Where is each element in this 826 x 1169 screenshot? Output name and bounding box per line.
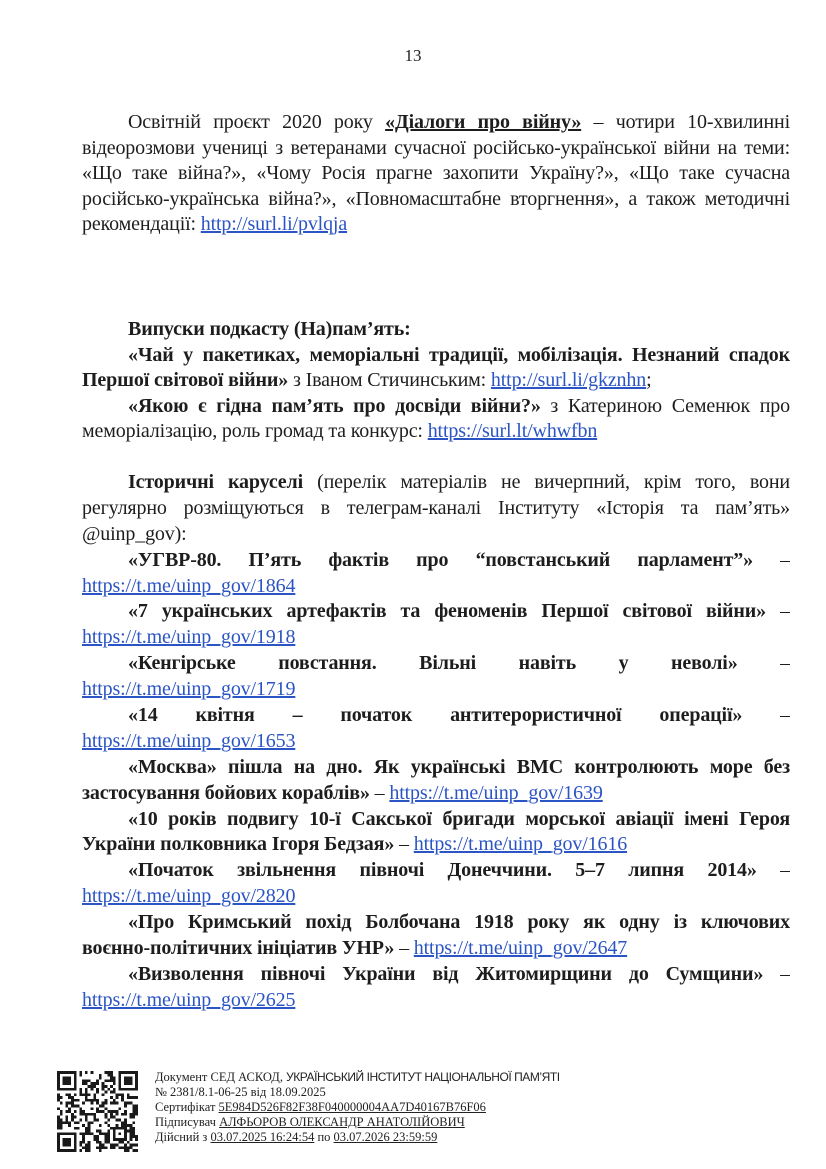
signature-block: [155, 1070, 735, 1145]
text-run: @uinp_gov):: [82, 522, 187, 545]
text-run: Сертифікат: [155, 1100, 219, 1114]
text-run: АЛФЬОРОВ ОЛЕКСАНДР АНАТОЛІЙОВИЧ: [219, 1115, 465, 1129]
text-run: по: [314, 1130, 334, 1144]
text-line: [155, 1085, 735, 1100]
text-run: «Про Кримський похід Болбочана 1918 року як одну із ключових: [128, 911, 790, 934]
hyperlink[interactable]: https://surl.lt/whwfbn: [427, 420, 598, 442]
text-run: Випуски подкасту (На)пам’ять:: [128, 318, 411, 340]
text-line: [82, 161, 790, 187]
text-run: рекомендації:: [82, 213, 201, 235]
text-line: [82, 781, 790, 807]
text-run: «Початок звільнення півночі Донеччини. 5–7 липня 2014»: [128, 859, 757, 882]
text-line: [82, 936, 790, 962]
text-run: Документ СЕД АСКОД,: [155, 1070, 287, 1084]
text-line: [82, 599, 790, 625]
text-line: [155, 1115, 735, 1130]
text-line: [82, 807, 790, 833]
hyperlink[interactable]: https://t.me/uinp_gov/2820: [82, 885, 296, 908]
text-line: [82, 317, 790, 343]
text-run: Першої світової війни»: [82, 369, 289, 391]
text-run: меморіалізацію, роль громад та конкурс:: [82, 420, 428, 442]
hyperlink[interactable]: https://t.me/uinp_gov/1918: [82, 626, 296, 649]
text-run: з Катериною Семенюк про: [540, 394, 790, 417]
text-line: [82, 136, 790, 162]
text-run: «Визволення півночі України від Житомирщини до Сумщини»: [128, 962, 764, 985]
text-line: [82, 962, 790, 988]
text-run: відеорозмови учениці з ветеранами сучасної російсько-української війни на теми:: [82, 136, 790, 159]
text-run: Дійсний з: [155, 1130, 211, 1144]
text-run: «Що таке війна?», «Чому Росія прагне захопити Україну?», «Що таке сучасна: [82, 162, 790, 184]
text-line: [82, 651, 790, 677]
text-run: –: [742, 704, 790, 727]
text-run: «Діалоги про війну»: [385, 111, 582, 133]
hyperlink[interactable]: https://t.me/uinp_gov/1639: [389, 781, 603, 804]
text-run: «УГВР-80. П’ять фактів про “повстанський парламент”»: [128, 548, 753, 571]
qr-code: [57, 1071, 138, 1152]
text-line: [82, 548, 790, 574]
page-number: 13: [404, 46, 422, 65]
text-run: –: [766, 600, 790, 623]
text-run: «Кенгірське повстання. Вільні навіть у неволі»: [128, 652, 738, 675]
paragraph-podcast-episodes: [82, 317, 790, 445]
text-line: [82, 755, 790, 781]
hyperlink[interactable]: https://t.me/uinp_gov/1719: [82, 678, 296, 701]
text-run: (перелік матеріалів не вичерпний, крім того, вони: [303, 471, 790, 493]
hyperlink[interactable]: http://surl.li/pvlqja: [200, 213, 348, 235]
text-run: 03.07.2026 23:59:59: [333, 1130, 438, 1144]
text-line: [82, 574, 790, 600]
text-run: воєнно-політичних ініціатив УНР»: [82, 937, 395, 960]
text-line: [155, 1070, 735, 1085]
text-run: застосування бойових кораблів»: [82, 781, 370, 804]
text-run: «7 українських артефактів та феноменів Першої світової війни»: [128, 600, 767, 623]
text-run: «Москва» пішла на дно. Як українські ВМС контролюють море без: [128, 755, 790, 778]
text-line: [82, 212, 790, 238]
text-line: [82, 110, 790, 136]
text-run: ;: [646, 369, 652, 391]
text-line: [82, 910, 790, 936]
hyperlink[interactable]: https://t.me/uinp_gov/2625: [82, 988, 296, 1011]
text-run: № 2381/8.1-06-25 від 18.09.2025: [155, 1085, 326, 1099]
text-run: –: [394, 937, 414, 960]
text-run: –: [394, 833, 414, 856]
text-run: УКРАЇНСЬКИЙ ІНСТИТУТ НАЦІОНАЛЬНОЇ ПАМ’ЯТІ: [286, 1070, 560, 1084]
text-run: Підписувач: [155, 1115, 220, 1129]
text-line: [155, 1130, 735, 1145]
text-run: «10 років подвигу 10-ї Сакської бригади морської авіації імені Героя: [128, 807, 790, 830]
text-line: [82, 496, 790, 522]
text-run: України полковника Ігоря Бедзая»: [82, 833, 395, 856]
text-line: [82, 394, 790, 420]
text-line: [82, 187, 790, 213]
text-run: –: [752, 548, 790, 571]
text-run: Освітній проєкт 2020 року: [128, 111, 386, 133]
text-line: [82, 343, 790, 369]
text-line: [82, 884, 790, 910]
hyperlink[interactable]: https://t.me/uinp_gov/1653: [82, 729, 296, 752]
text-run: 03.07.2025 16:24:54: [210, 1130, 315, 1144]
text-run: регулярно розміщуються в телеграм-каналі Інституту «Історія та пам’ять»: [82, 496, 790, 519]
text-line: [82, 988, 790, 1014]
text-run: – чотири 10-хвилинні: [581, 111, 790, 133]
text-run: –: [737, 652, 790, 675]
text-line: [82, 729, 790, 755]
text-run: «14 квітня – початок антитерористичної операції»: [128, 704, 743, 727]
paragraph-education-project: [82, 110, 790, 238]
hyperlink[interactable]: https://t.me/uinp_gov/2647: [413, 937, 628, 960]
text-line: [82, 858, 790, 884]
text-line: [82, 470, 790, 496]
text-line: [82, 625, 790, 651]
text-run: з Іваном Стичинським:: [288, 369, 491, 391]
hyperlink[interactable]: https://t.me/uinp_gov/1864: [82, 574, 296, 597]
text-line: [155, 1100, 735, 1115]
text-run: «Якою є гідна пам’ять про досвіди війни?»: [128, 394, 541, 417]
text-run: 5E984D526F82F38F040000004AA7D40167B76F06: [218, 1100, 486, 1114]
text-line: [82, 522, 790, 548]
text-run: «Чай у пакетиках, меморіальні традиції, мобілізація. Незнаний спадок: [128, 343, 790, 366]
text-run: –: [369, 781, 390, 804]
text-run: російсько-українська війна?», «Повномасштабне вторгнення», а також методичні: [82, 187, 790, 210]
text-run: –: [756, 859, 790, 882]
text-line: [82, 703, 790, 729]
text-line: [82, 677, 790, 703]
hyperlink[interactable]: http://surl.li/gkznhn: [490, 369, 647, 391]
text-line: [82, 419, 790, 445]
text-line: [82, 832, 790, 858]
text-run: –: [763, 962, 790, 985]
paragraph-history-carousels: [82, 470, 790, 1014]
text-line: [82, 368, 790, 394]
text-run: Історичні каруселі: [128, 471, 304, 493]
hyperlink[interactable]: https://t.me/uinp_gov/1616: [413, 833, 628, 856]
